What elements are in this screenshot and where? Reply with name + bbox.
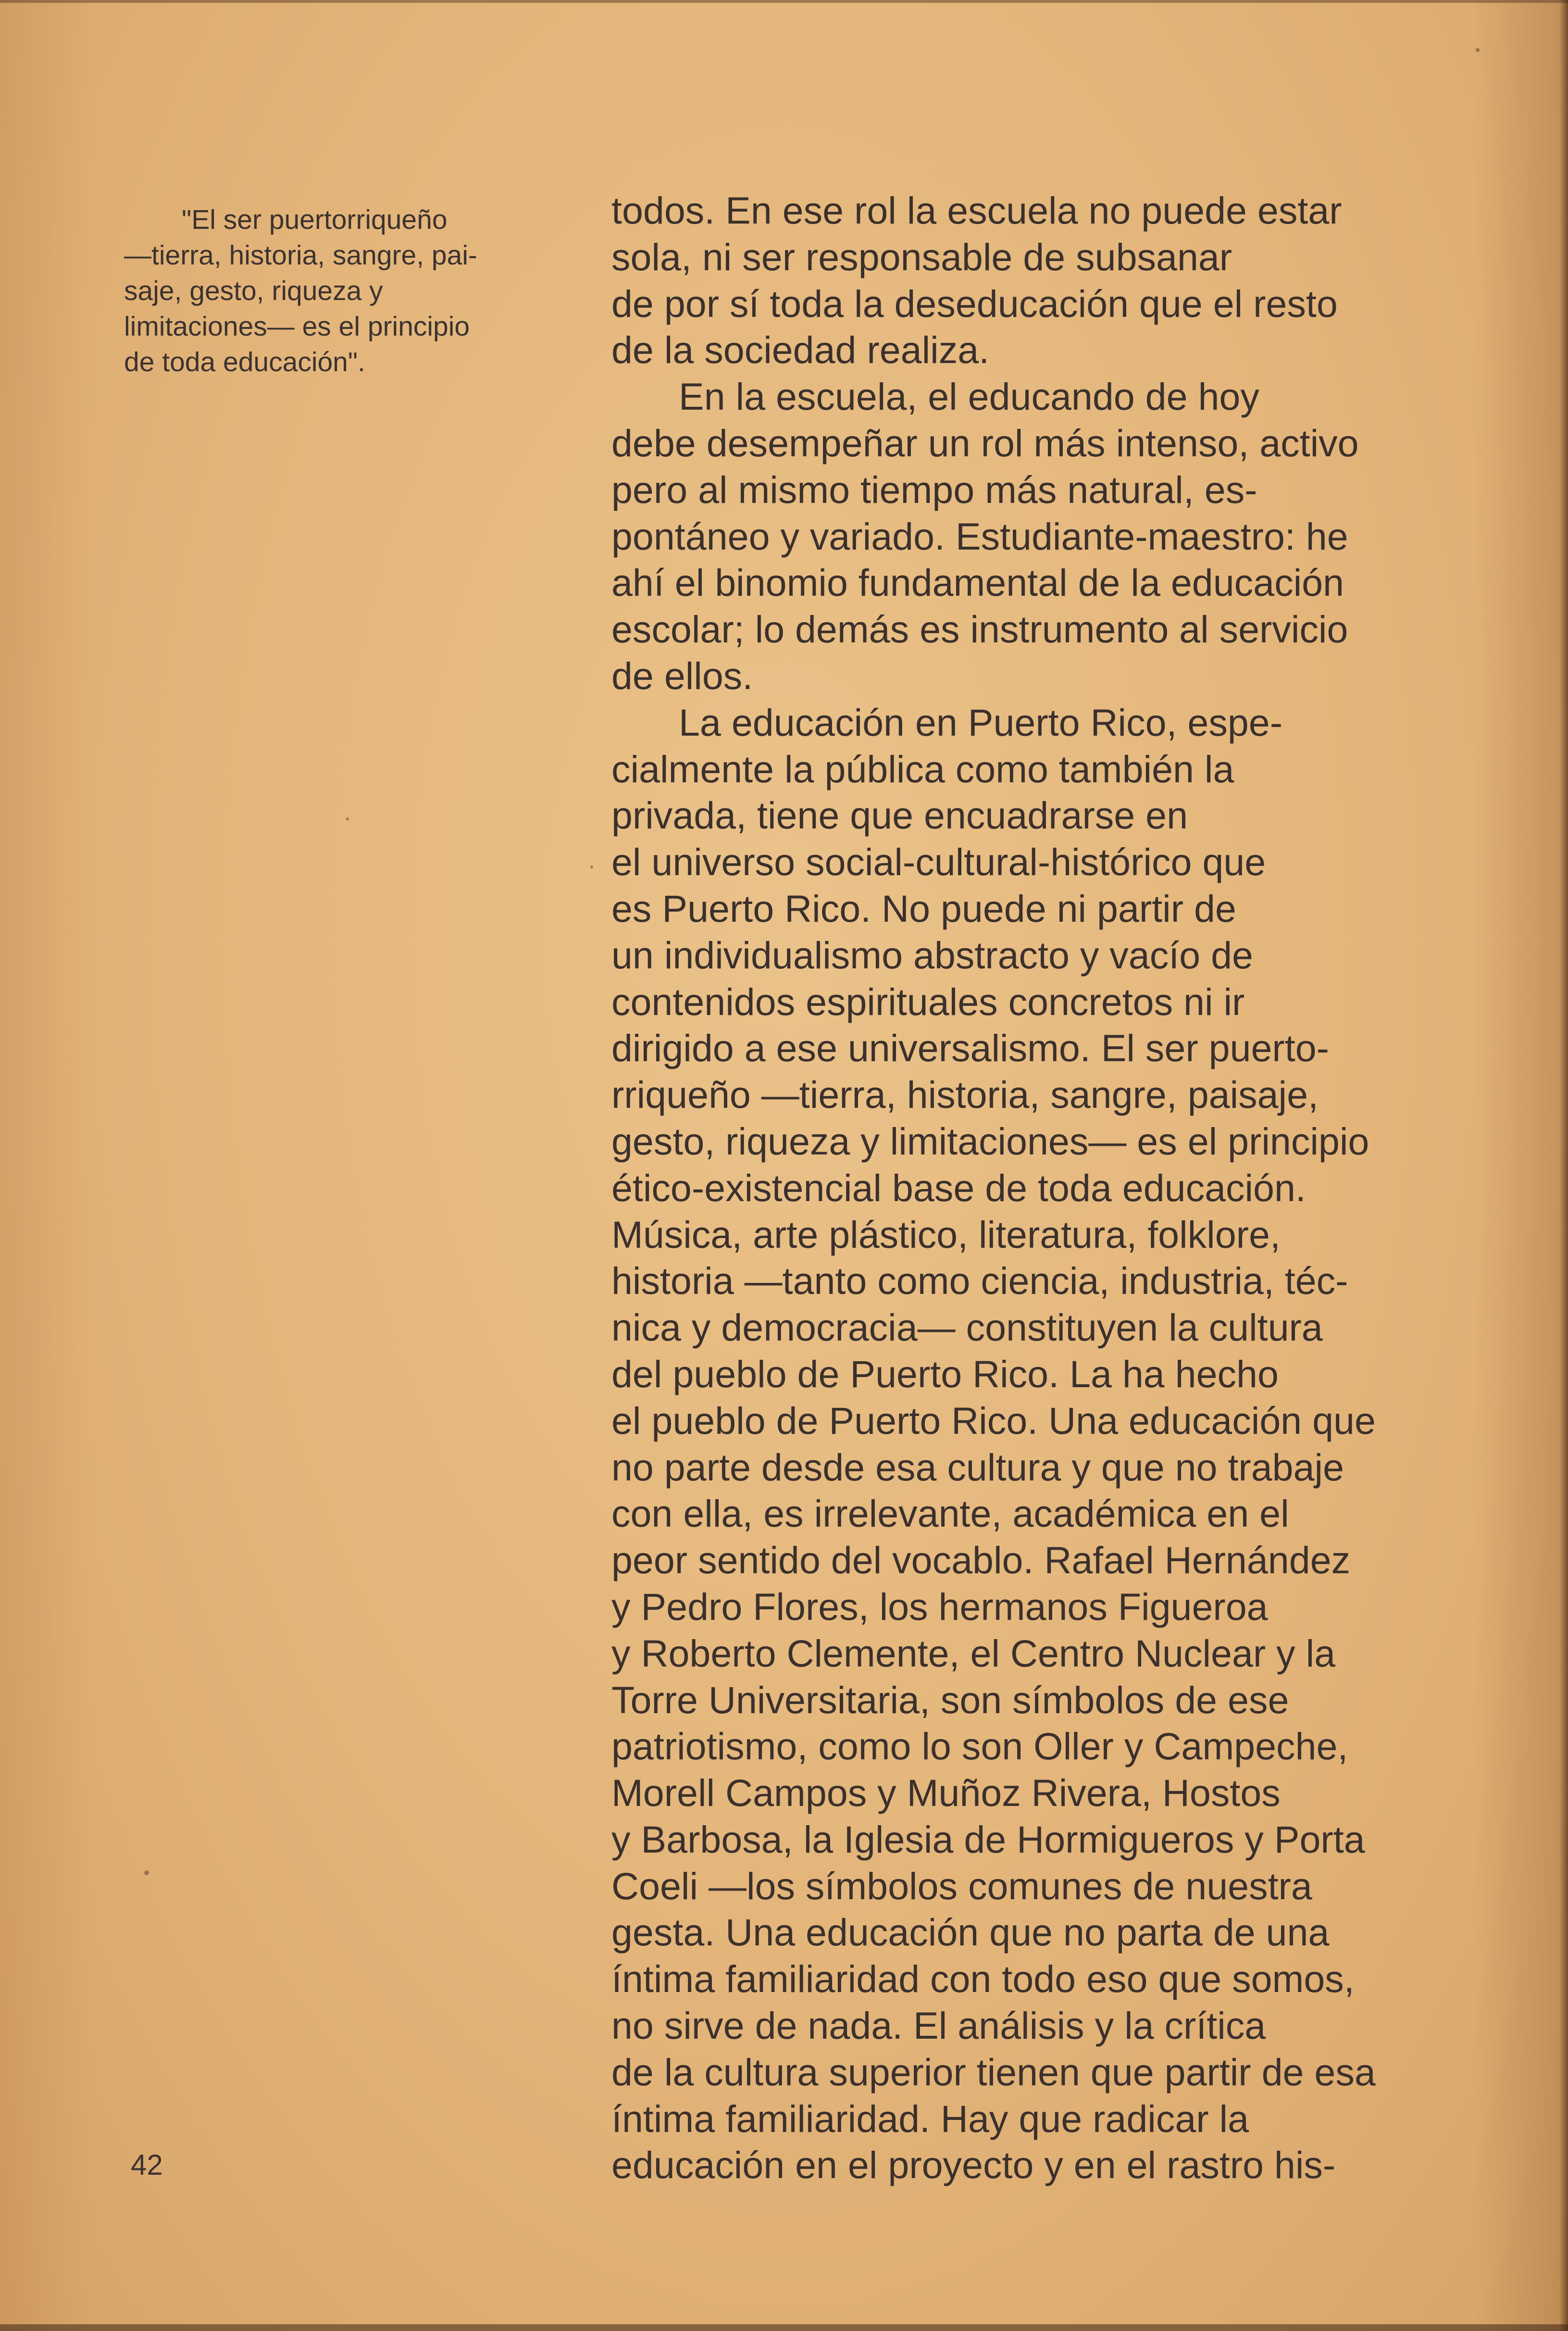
body-line: Coeli —los símbolos comunes de nuestra [611, 1864, 1312, 1907]
body-line: peor sentido del vocablo. Rafael Hernández [611, 1539, 1351, 1582]
body-line: gesta. Una educación que no parta de una [611, 1911, 1330, 1954]
body-line: ahí el binomio fundamental de la educación [611, 561, 1344, 604]
page-top-edge [0, 0, 1568, 3]
body-text-column [611, 188, 1477, 2189]
body-line: ético-existencial base de toda educación. [611, 1166, 1306, 1209]
body-line: cialmente la pública como también la [611, 747, 1234, 790]
body-line: de la sociedad realiza. [611, 328, 990, 372]
pull-quote [124, 202, 557, 380]
body-line: contenidos espirituales concretos ni ir [611, 980, 1245, 1023]
paper-speck [144, 1870, 149, 1875]
body-line: privada, tiene que encuadrarse en [611, 794, 1188, 837]
body-line: pero al mismo tiempo más natural, es- [611, 468, 1257, 511]
pull-quote-line: —tierra, historia, sangre, pai- [124, 240, 477, 271]
body-line: y Pedro Flores, los hermanos Figueroa [611, 1585, 1268, 1628]
body-line: todos. En ese rol la escuela no puede estar [611, 189, 1342, 232]
body-line: Torre Universitaria, son símbolos de ese [611, 1678, 1289, 1721]
pull-quote-line: "El ser puertorriqueño [182, 204, 448, 235]
body-line: no parte desde esa cultura y que no trabaje [611, 1445, 1344, 1489]
body-line: patriotismo, como lo son Oller y Campeche, [611, 1725, 1348, 1768]
body-line: de ellos. [611, 654, 753, 697]
body-line: no sirve de nada. El análisis y la crítica [611, 2004, 1266, 2047]
body-line: rriqueño —tierra, historia, sangre, paisaje, [611, 1073, 1319, 1116]
body-line: un individualismo abstracto y vacío de [611, 933, 1253, 977]
body-line: de por sí toda la deseducación que el resto [611, 282, 1338, 325]
paper-speck [590, 865, 593, 868]
body-line: pontáneo y variado. Estudiante-maestro: he [611, 514, 1348, 558]
body-line: y Roberto Clemente, el Centro Nuclear y la [611, 1631, 1336, 1675]
body-line: Música, arte plástico, literatura, folklore, [611, 1213, 1281, 1256]
pull-quote-line: saje, gesto, riqueza y [124, 276, 383, 306]
body-line: En la escuela, el educando de hoy [679, 375, 1259, 418]
body-line: con ella, es irrelevante, académica en el [611, 1492, 1289, 1535]
body-line: historia —tanto como ciencia, industria, téc- [611, 1259, 1348, 1303]
paper-speck [346, 817, 349, 820]
pull-quote-line: limitaciones— es el principio [124, 311, 470, 342]
body-line: dirigido a ese universalismo. El ser puerto- [611, 1027, 1329, 1070]
body-line: sola, ni ser responsable de subsanar [611, 235, 1232, 278]
body-line: íntima familiaridad. Hay que radicar la [611, 2097, 1249, 2140]
body-line: es Puerto Rico. No puede ni partir de [611, 887, 1236, 930]
body-line: de la cultura superior tienen que partir de esa [611, 2050, 1376, 2093]
body-line: Morell Campos y Muñoz Rivera, Hostos [611, 1771, 1281, 1815]
body-line: La educación en Puerto Rico, espe- [679, 701, 1283, 744]
pull-quote-line: de toda educación". [124, 347, 365, 377]
body-line: y Barbosa, la Iglesia de Hormigueros y Porta [611, 1817, 1365, 1861]
body-line: del pueblo de Puerto Rico. La ha hecho [611, 1352, 1279, 1395]
body-line: el universo social-cultural-histórico que [611, 840, 1266, 884]
page-bottom-edge [0, 2324, 1568, 2331]
body-line: íntima familiaridad con todo eso que somos, [611, 1957, 1355, 2001]
page-right-edge [1559, 0, 1568, 2331]
body-line: gesto, riqueza y limitaciones— es el principio [611, 1119, 1369, 1163]
body-line: debe desempeñar un rol más intenso, activo [611, 421, 1359, 464]
page-number: 42 [131, 2149, 163, 2181]
paper-speck [1476, 48, 1480, 52]
body-line: educación en el proyecto y en el rastro his- [611, 2143, 1336, 2187]
body-line: el pueblo de Puerto Rico. Una educación que [611, 1399, 1376, 1442]
body-line: escolar; lo demás es instrumento al servicio [611, 608, 1348, 651]
body-line: nica y democracia— constituyen la cultura [611, 1306, 1323, 1349]
